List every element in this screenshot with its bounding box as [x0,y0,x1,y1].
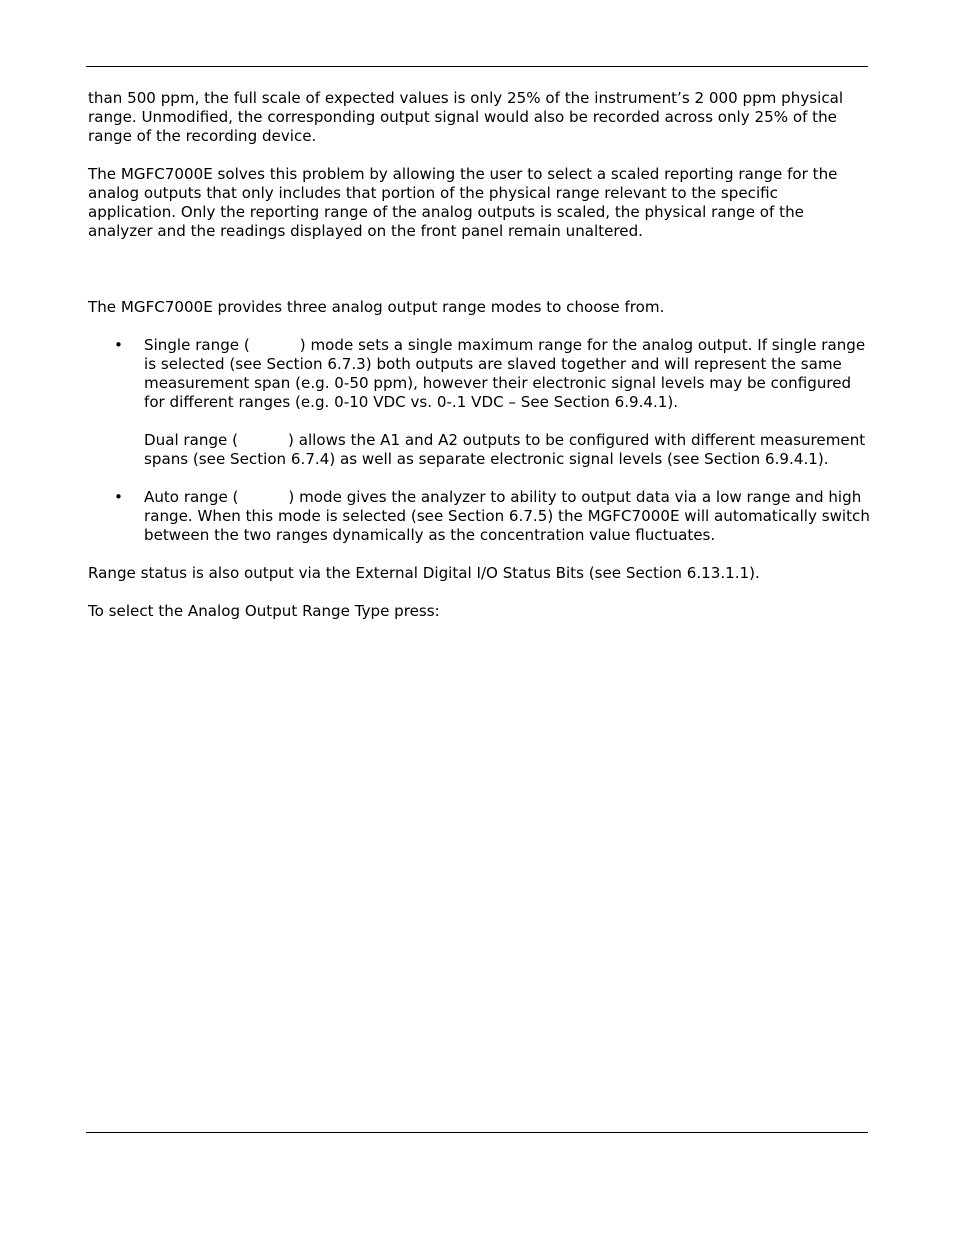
single-range-label: Single range ( [144,336,250,354]
footer-rule [86,1132,868,1133]
dual-range-label: Dual range ( [144,431,239,449]
auto-range-label: Auto range ( [144,488,239,506]
paragraph-scaled-range: The MGFC7000E solves this problem by allowing the user to select a scaled reporting range for the analog outputs that only includes that portion of the physical range relevant to the specific application. Only the reporting range of the analog outputs is scaled, the physical range of the analyzer and the readings displayed on the front panel remain unaltered. [88,165,838,240]
page-body [88,89,870,621]
dual-range-text: ) allows the A1 and A2 outputs to be configured with different measurement spans (see Section 6.7.4) as well as separate electronic signal levels (see Section 6.9.4.1). [144,431,866,468]
paragraph-select-instruction: To select the Analog Output Range Type press: [88,602,440,620]
range-mode-list [88,336,870,545]
auto-range-text: ) mode gives the analyzer to ability to output data via a low range and high range. When this mode is selected (see Section 6.7.5) the MGFC7000E will automatically switch between the two ranges dynamically as the concentration value fluctuates. [144,488,870,544]
paragraph-range-status: Range status is also output via the External Digital I/O Status Bits (see Section 6.13.1.1). [88,564,760,582]
bullet-marker: • [114,336,123,354]
list-item-single-range [114,336,870,412]
single-range-text: ) mode sets a single maximum range for the analog output. If single range is selected (see Section 6.7.3) both outputs are slaved together and will represent the same measurement span (e.g. 0-50 ppm), however their electronic signal levels may be configured for different ranges (e.g. 0-10 VDC vs. 0-.1 VDC – See Section 6.9.4.1). [144,336,866,411]
list-item-dual-range [144,431,870,469]
bullet-marker: • [114,488,123,506]
header-rule [86,66,868,67]
list-item-auto-range [114,488,870,545]
paragraph-range-modes: The MGFC7000E provides three analog output range modes to choose from. [88,298,665,316]
paragraph-range-intro: than 500 ppm, the full scale of expected values is only 25% of the instrument’s 2 000 ppm physical range. Unmodified, the corresponding output signal would also be recorded across only 25% of the range of the recording device. [88,89,844,145]
